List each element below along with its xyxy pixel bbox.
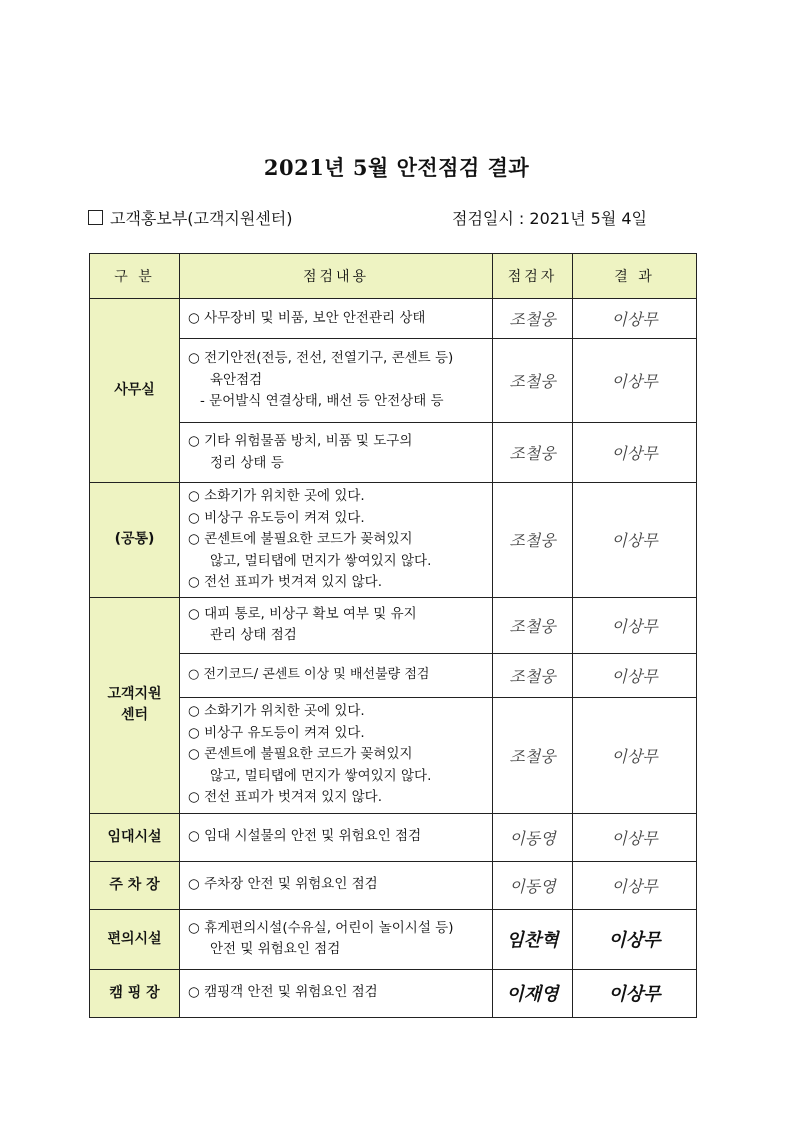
check-line: 않고, 멀티탭에 먼지가 쌓여있지 않다. xyxy=(210,552,432,569)
header-category: 구 분 xyxy=(90,254,180,299)
inspector-signature: 조철웅 xyxy=(493,423,573,483)
checkbox-icon[interactable] xyxy=(88,210,103,225)
category-common: (공통) xyxy=(90,483,180,598)
check-item xyxy=(180,597,493,653)
result-signature: 이상무 xyxy=(573,339,697,423)
result-signature: 이상무 xyxy=(573,861,697,909)
check-line: 안전 및 위험요인 점검 xyxy=(210,941,341,957)
document-title: 2021년 5월 안전점검 결과 xyxy=(263,155,530,180)
check-line: ○ 주차장 안전 및 위험요인 점검 xyxy=(188,876,378,893)
department-line xyxy=(88,206,293,229)
header-result: 결 과 xyxy=(573,254,697,299)
table-header-row xyxy=(90,254,697,299)
table-row xyxy=(90,861,697,909)
check-line: ○ 콘센트에 불필요한 코드가 꽂혀있지 xyxy=(188,531,413,547)
check-line: ○ 전선 표피가 벗겨져 있지 않다. xyxy=(188,789,383,806)
header-content: 점검내용 xyxy=(180,254,493,299)
inspection-table xyxy=(89,253,697,1018)
table-row xyxy=(90,597,697,653)
check-line: ○ 임대 시설물의 안전 및 위험요인 점검 xyxy=(188,828,422,845)
result-signature: 이상무 xyxy=(573,813,697,861)
result-signature: 이상무 xyxy=(573,697,697,813)
table-row xyxy=(90,483,697,598)
check-line: ○ 비상구 유도등이 켜져 있다. xyxy=(188,509,365,526)
table-row xyxy=(90,423,697,483)
check-line: 않고, 멀티탭에 먼지가 쌓여있지 않다. xyxy=(210,767,432,784)
header-inspector: 점검자 xyxy=(493,254,573,299)
check-line: - 문어발식 연결상태, 배선 등 안전상태 등 xyxy=(200,393,444,410)
check-item xyxy=(180,483,493,598)
inspection-date: 점검일시 : 2021년 5월 4일 xyxy=(452,209,648,228)
check-line: 정리 상태 등 xyxy=(210,454,284,471)
result-signature: 이상무 xyxy=(573,909,697,969)
table-row xyxy=(90,813,697,861)
inspector-signature: 조철웅 xyxy=(493,697,573,813)
check-item xyxy=(180,909,493,969)
inspector-signature: 이동영 xyxy=(493,813,573,861)
check-line: 관리 상태 점검 xyxy=(210,627,297,643)
inspector-signature: 이재영 xyxy=(493,969,573,1017)
department-name: 고객홍보부(고객지원센터) xyxy=(110,209,293,228)
check-line: ○ 전기안전(전등, 전선, 전열기구, 콘센트 등) xyxy=(188,350,454,367)
result-signature: 이상무 xyxy=(573,299,697,339)
check-item xyxy=(180,697,493,813)
check-item xyxy=(180,339,493,423)
result-signature: 이상무 xyxy=(573,597,697,653)
inspector-signature: 조철웅 xyxy=(493,483,573,598)
category-center xyxy=(90,597,180,813)
check-line: ○ 소화기가 위치한 곳에 있다. xyxy=(188,703,365,720)
category-label: 고객지원 xyxy=(107,686,162,702)
check-item xyxy=(180,653,493,697)
check-line: ○ 캠핑객 안전 및 위험요인 점검 xyxy=(188,984,378,1001)
inspector-signature: 조철웅 xyxy=(493,597,573,653)
check-item xyxy=(180,299,493,339)
category-camping: 캠 핑 장 xyxy=(90,969,180,1017)
inspector-signature: 임찬혁 xyxy=(493,909,573,969)
table-row xyxy=(90,697,697,813)
check-line: ○ 전기코드/ 콘센트 이상 및 배선불량 점검 xyxy=(188,667,430,683)
table-row xyxy=(90,969,697,1017)
result-signature: 이상무 xyxy=(573,969,697,1017)
result-signature: 이상무 xyxy=(573,423,697,483)
inspector-signature: 이동영 xyxy=(493,861,573,909)
table-row xyxy=(90,909,697,969)
check-line: ○ 대피 통로, 비상구 확보 여부 및 유지 xyxy=(188,605,417,622)
category-rental: 임대시설 xyxy=(90,813,180,861)
check-line: ○ 사무장비 및 비품, 보안 안전관리 상태 xyxy=(188,309,426,326)
category-office: 사무실 xyxy=(90,299,180,483)
table-row xyxy=(90,339,697,423)
inspector-signature: 조철웅 xyxy=(493,299,573,339)
inspector-signature: 조철웅 xyxy=(493,339,573,423)
inspector-signature: 조철웅 xyxy=(493,653,573,697)
check-item xyxy=(180,423,493,483)
table-row xyxy=(90,299,697,339)
check-line: 육안점검 xyxy=(210,371,263,388)
table-row xyxy=(90,653,697,697)
check-line: ○ 콘센트에 불필요한 코드가 꽂혀있지 xyxy=(188,746,413,763)
check-line: ○ 기타 위험물품 방치, 비품 및 도구의 xyxy=(188,433,413,449)
category-parking: 주 차 장 xyxy=(90,861,180,909)
check-item xyxy=(180,813,493,861)
check-line: ○ 전선 표피가 벗겨져 있지 않다. xyxy=(188,574,383,590)
result-signature: 이상무 xyxy=(573,483,697,598)
check-item xyxy=(180,861,493,909)
check-line: ○ 소화기가 위치한 곳에 있다. xyxy=(188,488,365,504)
check-line: ○ 휴게편의시설(수유실, 어린이 놀이시설 등) xyxy=(188,919,454,936)
category-label: 센터 xyxy=(120,707,149,723)
check-line: ○ 비상구 유도등이 켜져 있다. xyxy=(188,724,365,741)
category-convenience: 편의시설 xyxy=(90,909,180,969)
result-signature: 이상무 xyxy=(573,653,697,697)
check-item xyxy=(180,969,493,1017)
